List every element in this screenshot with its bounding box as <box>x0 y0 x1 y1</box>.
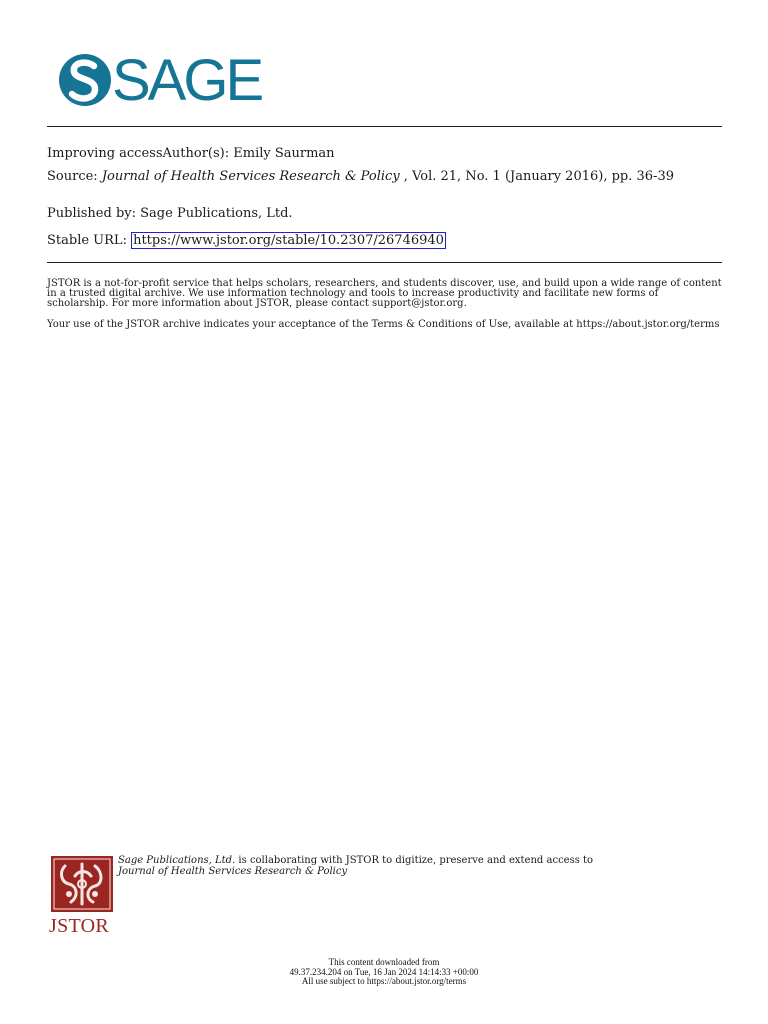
notice-divider <box>47 262 722 263</box>
stable-url-line <box>47 234 722 248</box>
collaboration-text: is collaborating with JSTOR to digitize, preserve and extend access to <box>235 855 594 866</box>
jstor-notice-paragraph: JSTOR is a not-for-profit service that helps scholars, researchers, and students discover, use, and build upon a wide range of content in a trusted digital archive. We use information technology and tools to increase productivity and facilitate new forms of scholarship. For more information about JSTOR, please contact support@jstor.org. <box>47 278 722 309</box>
download-footer <box>0 958 768 987</box>
footer-line-1: This content downloaded from <box>328 957 440 967</box>
publisher-line <box>47 207 722 221</box>
sage-logo-graphic <box>57 52 262 108</box>
publisher-name: Sage Publications, Ltd. <box>140 206 293 221</box>
article-title-line <box>47 147 722 161</box>
article-author: Emily Saurman <box>233 146 335 161</box>
jstor-seal-icon <box>51 856 113 912</box>
publisher-label: Published by: <box>47 206 141 221</box>
source-label: Source: <box>47 169 102 184</box>
article-title: Improving access <box>47 146 163 161</box>
jstor-logo-text: JSTOR <box>49 915 110 937</box>
header-divider <box>47 126 722 127</box>
sage-logo-text: SAGE <box>112 52 262 108</box>
source-details: , Vol. 21, No. 1 (January 2016), pp. 36-39 <box>399 169 674 184</box>
sage-logo <box>57 52 262 108</box>
author-label: Author(s): <box>162 146 234 161</box>
footer-line-2: 49.37.234.204 on Tue, 16 Jan 2024 14:14:33 +00:00 <box>289 966 479 977</box>
article-source-line <box>47 170 722 184</box>
stable-url-label: Stable URL: <box>47 233 132 248</box>
collaboration-publisher: Sage Publications, Ltd. <box>118 855 236 866</box>
collaboration-journal: Journal of Health Services Research & Policy <box>118 866 348 877</box>
footer-line-3: All use subject to https://about.jstor.org/terms <box>301 976 467 986</box>
stable-url-link[interactable]: https://www.jstor.org/stable/10.2307/26746940 <box>133 233 444 248</box>
journal-title: Journal of Health Services Research & Policy <box>101 169 400 184</box>
terms-notice-paragraph: Your use of the JSTOR archive indicates your acceptance of the Terms & Conditions of Use, available at https://about.jstor.org/terms <box>47 319 720 330</box>
collaboration-statement <box>118 855 718 877</box>
